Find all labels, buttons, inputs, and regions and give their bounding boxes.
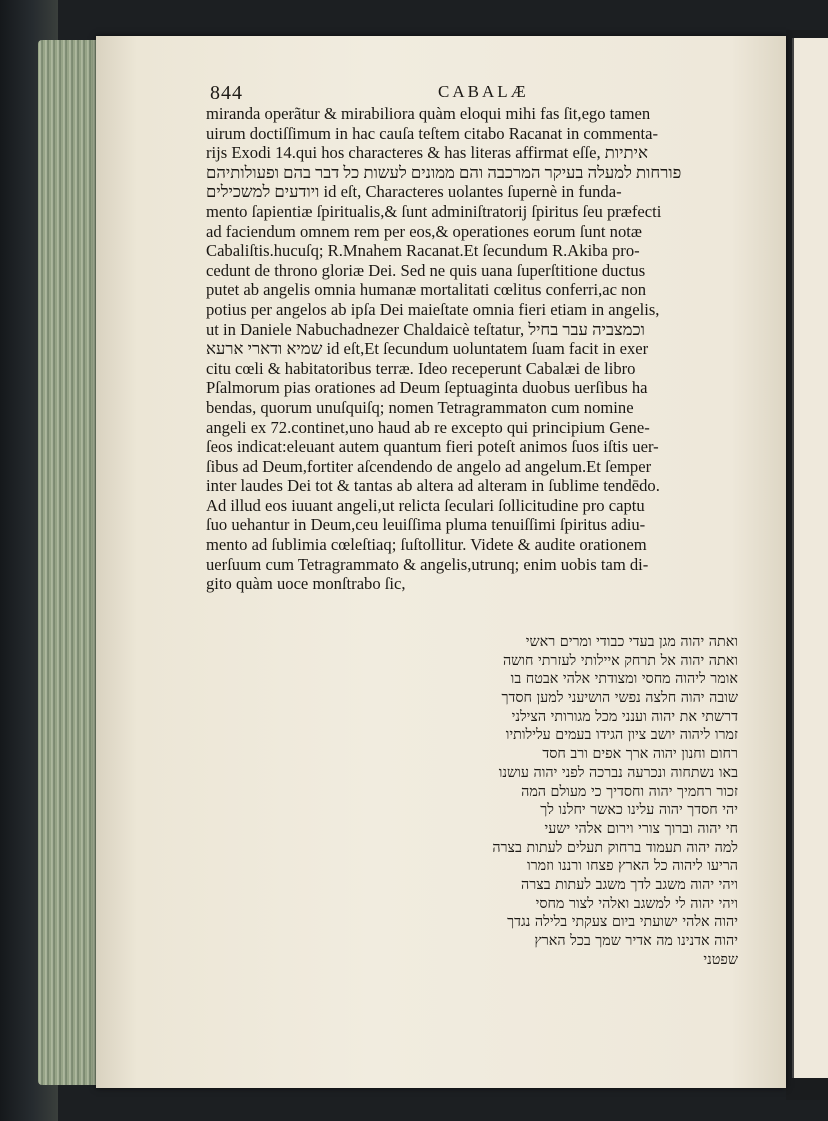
hebrew-verse-line: זכור רחמיך יהוה וחסדיך כי מעולם המה (521, 783, 738, 800)
text-line: mento ad ſublimia cœleſtiaq; ſuſtollitur. Videte & audite orationem (206, 535, 647, 555)
text-line: ſeos indicat:eleuant autem quantum fieri poteſt animos ſuos iſtis uer- (206, 437, 659, 457)
text-line: ad faciendum omnem rem per eos,& operationes eorum ſunt notæ (206, 221, 642, 241)
hebrew-verse-line: למה יהוה תעמוד ברחוק תעלים לעתות בצרה (492, 839, 738, 856)
text-line: gito quàm uoce monſtrabo ſic, (206, 574, 406, 594)
text-line: citu cœli & habitatoribus terræ. Ideo receperunt Cabalæi de libro (206, 358, 636, 378)
latin-text-block (206, 104, 730, 594)
text-line: rijs Exodi 14.qui hos characteres & has literas affirmat eſſe, איתיות (206, 143, 648, 163)
text-line: שמיא ודארי ארעא id eſt,Et ſecundum uoluntatem ſuam facit in exer (206, 339, 649, 359)
text-line: miranda operãtur & mirabiliora quàm eloqui mihi fas ſit,ego tamen (206, 104, 651, 123)
text-line: inter laudes Dei tot & tantas ab altera ad alteram in ſublime tendēdo. (206, 476, 660, 496)
text-line: angeli ex 72.continet,uno haud ab re excepto qui principium Gene- (206, 417, 650, 437)
hebrew-verse-line: רחום וחנון יהוה ארך אפים ורב חסד (542, 746, 738, 763)
text-line: uirum doctiſſimum in hac cauſa teſtem citabo Racanat in commenta- (206, 123, 659, 143)
hebrew-verse-line: חי יהוה וברוך צורי וירום אלהי ישעי (544, 820, 738, 837)
hebrew-verse-line: זמרו ליהוה יושב ציון הגידו בעמים עלילותיו (505, 727, 738, 744)
hebrew-verse-line: הריעו ליהוה כל הארץ פצחו ורננו וזמרו (526, 858, 738, 875)
hebrew-verse-line: דרשתי את יהוה וענני מכל מגורותי הצילני (511, 708, 738, 725)
text-line: ויודעים למשכילים id eſt, Characteres uolantes ſupernè in funda- (206, 182, 622, 202)
text-line: ſibus ad Deum,fortiter aſcendendo de angelo ad angelum.Et ſemper (206, 456, 652, 476)
hebrew-verse-line: שובה יהוה חלצה נפשי הושיעני למען חסדך (501, 690, 738, 707)
running-title: CABALÆ (438, 82, 529, 101)
text-line: potius per angelos ab ipſa Dei maieſtate omnia fieri etiam in angelis, (206, 299, 660, 319)
text-line: putet ab angelis omnia humanæ mortalitati cœlitus conferri,ac non (206, 280, 647, 300)
text-line: cedunt de throno gloriæ Dei. Sed ne quis uana ſuperſtitione ductus (206, 260, 646, 280)
hebrew-verse-line: ויהי יהוה משגב לדך משגב לעתות בצרה (520, 876, 738, 893)
text-line: mento ſapientiæ ſpiritualis,& ſunt adminiſtratorij ſpiritus ſeu præfecti (206, 201, 662, 221)
page-number: 844 (210, 82, 243, 104)
hebrew-verse-line: יהי חסדך יהוה עלינו כאשר יחלנו לך (540, 802, 738, 819)
text-line: bendas, quorum unuſquiſq; nomen Tetragrammaton cum nomine (206, 397, 634, 417)
hebrew-verse-line: שפטני (703, 951, 738, 968)
hebrew-verse-block (390, 633, 738, 969)
text-line: Pſalmorum pias orationes ad Deum ſeptuaginta duobus uerſibus ha (206, 378, 648, 398)
text-line: ut in Daniele Nabuchadnezer Chaldaicè teſtatur, וכמצביה עבר בחיל (206, 319, 645, 339)
hebrew-verse-line: ויהי יהוה לי למשגב ואלהי לצור מחסי (535, 895, 738, 912)
hebrew-verse-line: ואתה יהוה מגן בעדי כבודי ומרים ראשי (525, 634, 738, 650)
hebrew-verse-line: ואתה יהוה אל תרחק איילותי לעזרתי חושה (502, 652, 738, 669)
text-line: uerſuum cum Tetragrammato & angelis,utrunq; enim uobis tam di- (206, 554, 649, 574)
text-line: פורחות למעלה בעיקר המרכבה והם ממונים לעשות כל דבר בהם ופעולותיהם (206, 162, 682, 182)
text-line: Ad illud eos iuuant angeli,ut relicta ſeculari ſollicitudine pro captu (206, 495, 645, 515)
text-line: Cabaliſtis.hucuſq; R.Mnahem Racanat.Et ſecundum R.Akiba pro- (206, 241, 640, 261)
hebrew-verse-line: אומר ליהוה מחסי ומצודתי אלהי אבטח בו (510, 671, 738, 688)
facing-page-edge (792, 38, 828, 1078)
hebrew-verse-line: יהוה אדנינו מה אדיר שמך בכל הארץ (534, 933, 738, 949)
text-line: ſuo uehantur in Deum,ceu leuiſſima pluma tenuiſſimi ſpiritus adiu- (206, 515, 646, 535)
hebrew-verse-line: באו נשתחוה ונכרעה נברכה לפני יהוה עושנו (498, 764, 738, 781)
hebrew-verse-line: יהוה אלהי ישועתי ביום צעקתי בלילה נגדך (507, 914, 738, 931)
